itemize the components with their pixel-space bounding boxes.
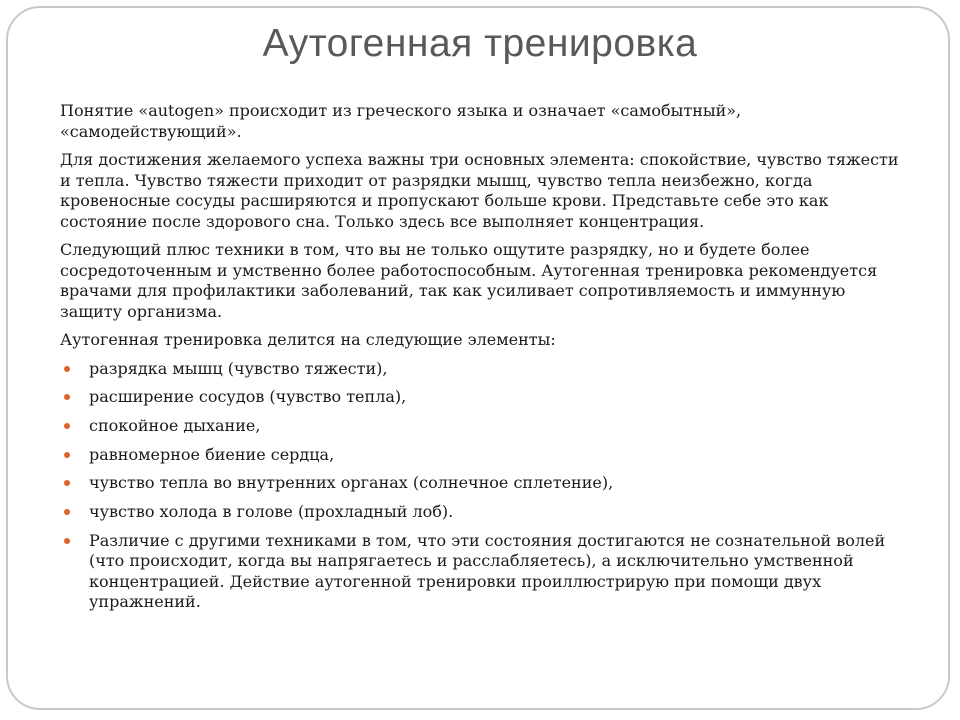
bullet-dot-icon xyxy=(64,394,70,400)
list-item xyxy=(60,445,910,466)
paragraph-definition: Понятие «autogen» происходит из греческого языка и означает «самобытный», «самодействующий». xyxy=(60,101,742,141)
slide-body xyxy=(60,101,910,621)
paragraph-benefits: Следующий плюс техники в том, что вы не только ощутите разрядку, но и будете более сосредоточенным и умственно более работоспособным. Аутогенная тренировка рекомендуется врачами для профилактики заболеваний, так как усиливает сопротивляемость и иммунную защиту организма. xyxy=(60,240,878,321)
list-item xyxy=(60,359,910,380)
list-item-text: спокойное дыхание, xyxy=(89,415,261,435)
bullet-dot-icon xyxy=(64,366,70,372)
list-item xyxy=(60,387,910,408)
list-item-text: чувство тепла во внутренних органах (солнечное сплетение), xyxy=(89,473,614,493)
list-item-text: Различие с другими техниками в том, что эти состояния достигаются не сознательной волей (что происходит, когда вы напрягаетесь и расслабляетесь), а исключительно умственной концентрацией. Действие аутогенной тренировки проиллюстрирую при помощи двух упражнений. xyxy=(89,530,886,612)
list-item-text: разрядка мышц (чувство тяжести), xyxy=(89,358,388,378)
list-item xyxy=(60,502,910,523)
bullet-dot-icon xyxy=(64,423,70,429)
bullet-dot-icon xyxy=(64,538,70,544)
list-item-text: равномерное биение сердца, xyxy=(89,444,335,464)
bullet-dot-icon xyxy=(64,480,70,486)
bullet-dot-icon xyxy=(64,509,70,515)
list-item xyxy=(60,531,910,613)
paragraph-list-intro: Аутогенная тренировка делится на следующие элементы: xyxy=(60,330,556,349)
list-item-text: расширение сосудов (чувство тепла), xyxy=(89,387,407,407)
list-item xyxy=(60,416,910,437)
slide-title: Аутогенная тренировка xyxy=(262,22,698,65)
paragraph-elements: Для достижения желаемого успеха важны три основных элемента: спокойствие, чувство тяжести и тепла. Чувство тяжести приходит от разрядки мышц, чувство тепла неизбежно, когда кровеносные сосуды расширяются и пропускают больше крови. Представьте себе это как состояние после здорового сна. Только здесь все выполняет концентрация. xyxy=(60,150,899,231)
bullet-dot-icon xyxy=(64,452,70,458)
slide-frame xyxy=(6,6,950,710)
list-item xyxy=(60,473,910,494)
list-item-text: чувство холода в голове (прохладный лоб). xyxy=(89,501,454,521)
elements-list xyxy=(60,359,910,613)
